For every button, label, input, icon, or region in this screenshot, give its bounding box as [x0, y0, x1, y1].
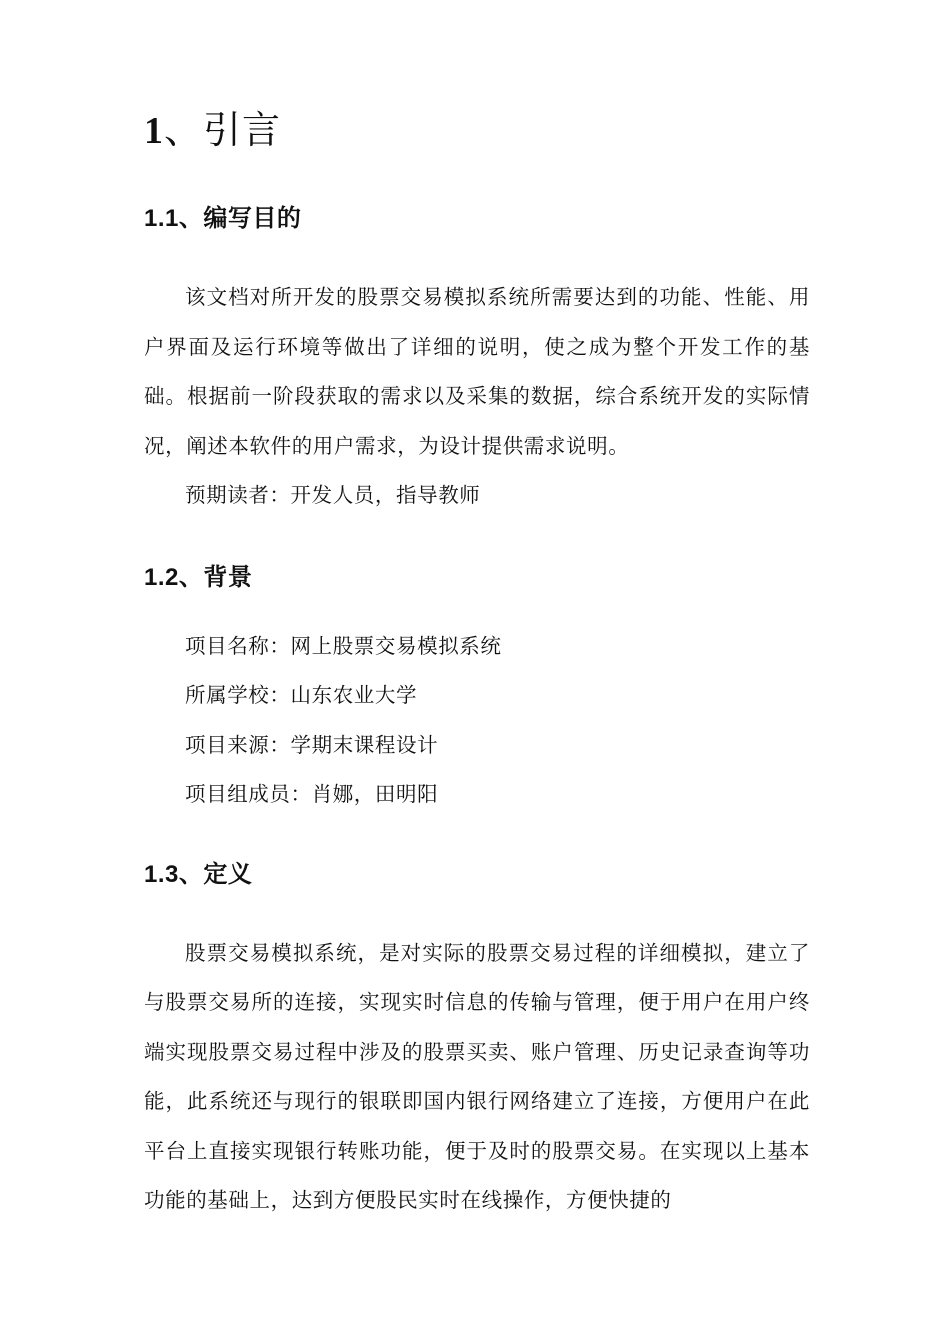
- readers-paragraph: 预期读者：开发人员，指导教师: [185, 483, 481, 507]
- definition-paragraph: 股票交易模拟系统，是对实际的股票交易过程的详细模拟，建立了与股票交易所的连接，实现实时信息的传输与管理，便于用户在用户终端实现股票交易过程中涉及的股票买卖、账户管理、历史记录查询等功能，此系统还与现行的银联即国内银行网络建立了连接，方便用户在此平台上直接实现银行转账功能，便于及时的股票交易。在实现以上基本功能的基础上，达到方便股民实时在线操作，方便快捷的: [144, 940, 810, 1212]
- background-info-list: [144, 622, 810, 820]
- section-title-definition-text: 、定义: [178, 859, 253, 888]
- document-content: [144, 98, 810, 1226]
- section-title-background: [144, 559, 810, 596]
- chapter-separator: 、: [164, 108, 204, 152]
- chapter-number: 1: [144, 110, 164, 152]
- section-number-purpose: 1.1: [144, 205, 179, 232]
- section-title-purpose-text: 、编写目的: [178, 204, 302, 232]
- project-name-line: 项目名称：网上股票交易模拟系统: [185, 633, 502, 658]
- section-number-background: 1.2: [144, 563, 179, 591]
- project-source-line: 项目来源：学期末课程设计: [185, 732, 439, 757]
- purpose-paragraph: 该文档对所开发的股票交易模拟系统所需要达到的功能、性能、用户界面及运行环境等做出了详细的说明，使之成为整个开发工作的基础。根据前一阶段获取的需求以及采集的数据，综合系统开发的实际情况，阐述本软件的用户需求，为设计提供需求说明。: [144, 285, 810, 458]
- section-title-background-text: 、背景: [178, 562, 253, 591]
- chapter-title: [144, 98, 810, 162]
- chapter-title-text: 引言: [203, 108, 282, 152]
- section-number-definition: 1.3: [144, 860, 179, 888]
- section-title-definition: [144, 856, 810, 893]
- section-title-purpose: [144, 200, 810, 237]
- school-line: 所属学校：山东农业大学: [185, 683, 418, 707]
- team-members-line: 项目组成员：肖娜，田明阳: [185, 782, 439, 806]
